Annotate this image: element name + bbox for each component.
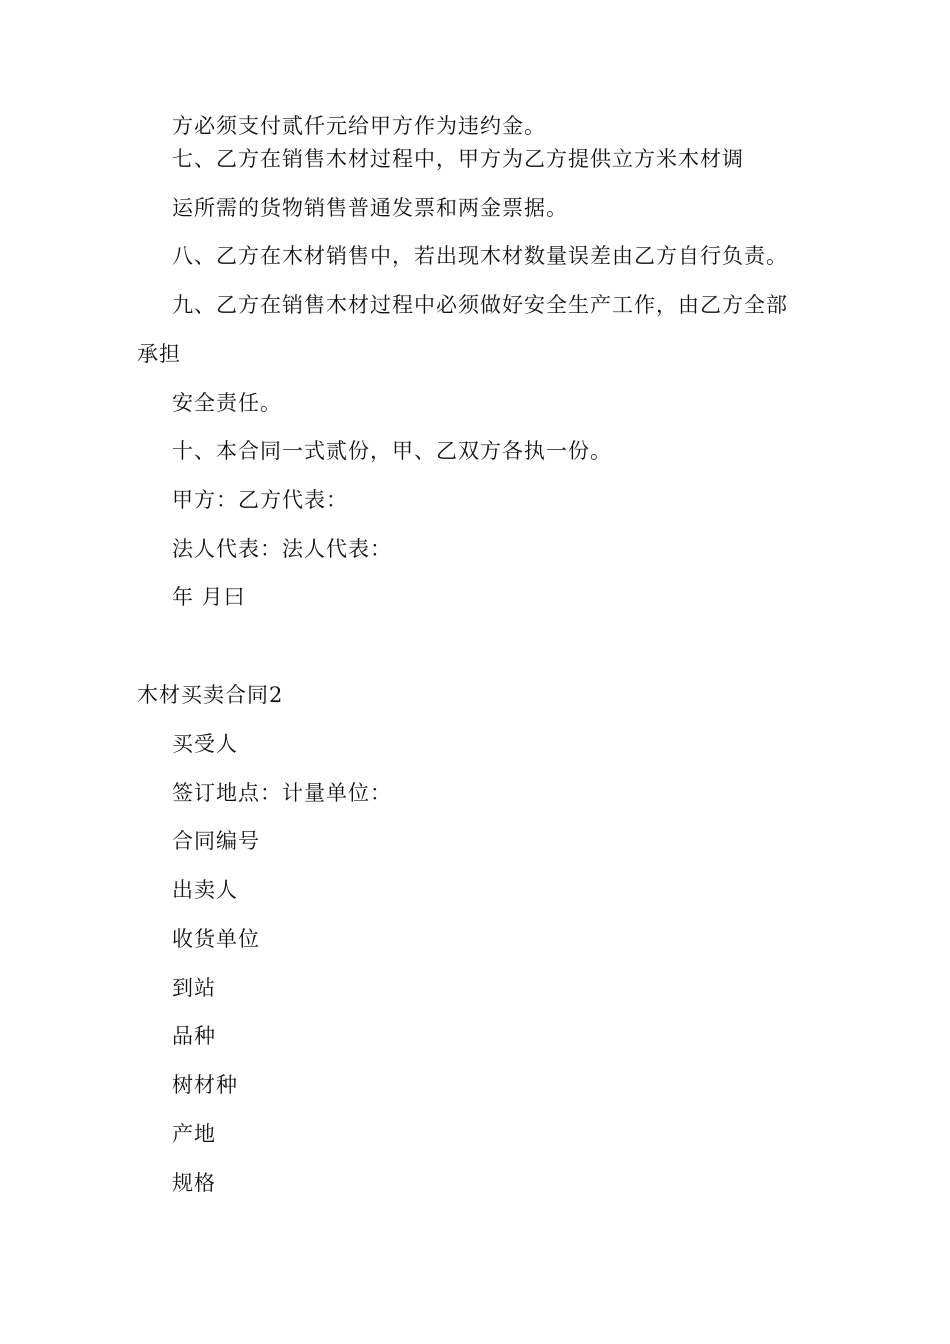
clause-9-line-3: 安全责任。 <box>172 391 282 415</box>
section-title: 木材买卖合同2 <box>137 683 284 707</box>
clause-10: 十、本合同一式贰份，甲、乙双方各执一份。 <box>172 439 612 463</box>
clause-8: 八、乙方在木材销售中，若出现木材数量误差由乙方自行负责。 <box>172 244 788 268</box>
paragraph-penalty: 方必须支付贰仟元给甲方作为违约金。 <box>172 114 546 138</box>
clause-7-line-1: 七、乙方在销售木材过程中，甲方为乙方提供立方米木材调 <box>172 147 744 171</box>
field-variety: 品种 <box>172 1024 216 1048</box>
field-contract-number: 合同编号 <box>172 829 260 853</box>
field-buyer: 买受人 <box>172 732 238 756</box>
field-origin: 产地 <box>172 1122 216 1146</box>
field-destination-station: 到站 <box>172 976 216 1000</box>
party-line: 甲方：乙方代表： <box>172 488 348 512</box>
field-signing-place: 签订地点：计量单位： <box>172 781 392 805</box>
field-specification: 规格 <box>172 1171 216 1195</box>
field-seller: 出卖人 <box>172 878 238 902</box>
legal-representative-line: 法人代表：法人代表： <box>172 537 392 561</box>
clause-9-line-1: 九、乙方在销售木材过程中必须做好安全生产工作，由乙方全部 <box>172 293 788 317</box>
field-tree-species: 树材种 <box>172 1073 238 1097</box>
clause-9-line-2: 承担 <box>137 342 181 366</box>
clause-7-line-2: 运所需的货物销售普通发票和两金票据。 <box>172 196 568 220</box>
date-line: 年 月曰 <box>172 585 246 609</box>
field-receiving-unit: 收货单位 <box>172 927 260 951</box>
